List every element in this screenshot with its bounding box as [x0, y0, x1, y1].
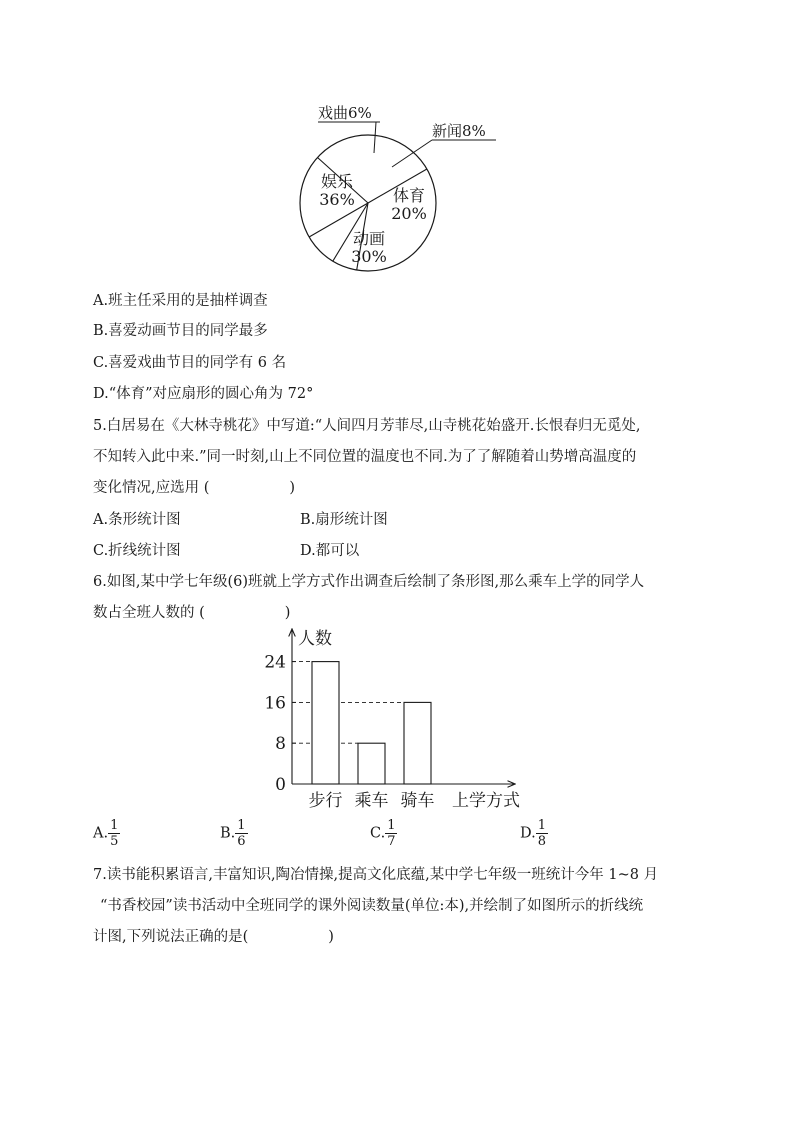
- x-category-label: 骑车: [400, 791, 435, 811]
- yule-name: 娱乐: [320, 172, 354, 191]
- q4-option-c: C.喜爱戏曲节目的同学有 6 名: [93, 355, 287, 371]
- donghua-pct: 30%: [351, 247, 387, 266]
- q6-option-a-letter: A.: [93, 825, 109, 842]
- q5-option-a: A.条形统计图: [93, 512, 181, 528]
- q7-line-1: 7.读书能积累语言,丰富知识,陶冶情操,提高文化底蕴,某中学七年级一班统计今年 1~8 月: [93, 867, 659, 883]
- fraction-numerator: 1: [237, 818, 246, 833]
- fraction-denominator: 8: [537, 834, 546, 849]
- yule-pct: 36%: [319, 190, 355, 209]
- fraction-denominator: 7: [387, 834, 396, 849]
- q5-close-paren: ): [289, 480, 296, 496]
- y-tick-label: 16: [264, 693, 286, 714]
- q6-line-2: [93, 601, 290, 622]
- q6-stem-end: 数占全班人数的 (: [93, 605, 205, 621]
- q5-stem-end: 变化情况,应选用 (: [93, 480, 210, 496]
- q4-option-b: B.喜爱动画节目的同学最多: [93, 323, 268, 339]
- xinwen-leader: [392, 140, 432, 167]
- q6-option-d: [520, 818, 548, 849]
- y-tick-label: 0: [275, 775, 286, 795]
- fraction-numerator: 1: [110, 818, 119, 833]
- tiyu-pct: 20%: [391, 204, 427, 223]
- q5-line-3: [93, 476, 295, 497]
- q6-option-c-fraction: [385, 818, 397, 849]
- q7-stem-end: 计图,下列说法正确的是(: [93, 929, 249, 945]
- fraction-numerator: 1: [537, 818, 546, 833]
- fraction-denominator: 5: [110, 834, 119, 849]
- q5-line-2: 不知转入此中来.”同一时刻,山上不同位置的温度也不同.为了了解随着山势增高温度的: [93, 449, 637, 465]
- q6-line-1: 6.如图,某中学七年级(6)班就上学方式作出调查后绘制了条形图,那么乘车上学的同学人: [93, 574, 645, 590]
- q6-option-c-letter: C.: [370, 825, 386, 842]
- q6-option-c: [370, 818, 397, 849]
- y-axis-label: 人数: [298, 629, 332, 649]
- q7-close-paren: ): [328, 929, 334, 945]
- fraction-denominator: 6: [237, 834, 246, 849]
- q4-option-a: A.班主任采用的是抽样调查: [93, 293, 268, 309]
- x-category-label: 步行: [308, 791, 343, 811]
- x-category-label: 乘车: [354, 791, 389, 811]
- fraction-numerator: 1: [387, 818, 396, 833]
- q6-option-a-fraction: [108, 818, 120, 849]
- y-tick-label: 24: [264, 652, 286, 673]
- q6-option-d-letter: D.: [520, 825, 536, 842]
- q6-option-b: [220, 818, 248, 849]
- q7-line-2: “书香校园”读书活动中全班同学的课外阅读数量(单位:本),并绘制了如图所示的折线统: [100, 898, 644, 914]
- bar-乘车: [358, 743, 385, 784]
- bar-骑车: [404, 702, 431, 784]
- bar-chart: [255, 622, 535, 812]
- q5-option-d: D.都可以: [300, 543, 360, 559]
- y-tick-label: 8: [275, 734, 286, 755]
- q5-option-c: C.折线统计图: [93, 543, 181, 559]
- donghua-name: 动画: [352, 229, 386, 248]
- q5-line-1: 5.白居易在《大林寺桃花》中写道:“人间四月芳菲尽,山寺桃花始盛开.长恨春归无觅处,: [93, 418, 641, 434]
- q7-line-3: [93, 925, 334, 946]
- tiyu-name: 体育: [392, 186, 426, 205]
- pie-chart: [280, 95, 520, 280]
- xiqu-label: 戏曲6%: [318, 104, 372, 122]
- q6-option-b-letter: B.: [220, 825, 236, 842]
- q6-option-d-fraction: [536, 818, 548, 849]
- xinwen-label: 新闻8%: [432, 122, 486, 140]
- x-axis-label: 上学方式: [452, 791, 520, 811]
- xiqu-leader: [374, 122, 376, 153]
- q6-close-paren: ): [284, 605, 291, 621]
- q6-option-b-fraction: [235, 818, 247, 849]
- q4-option-d: D.“体育”对应扇形的圆心角为 72°: [93, 386, 314, 402]
- q5-option-b: B.扇形统计图: [300, 512, 388, 528]
- q6-option-a: [93, 818, 120, 849]
- bar-步行: [312, 662, 339, 784]
